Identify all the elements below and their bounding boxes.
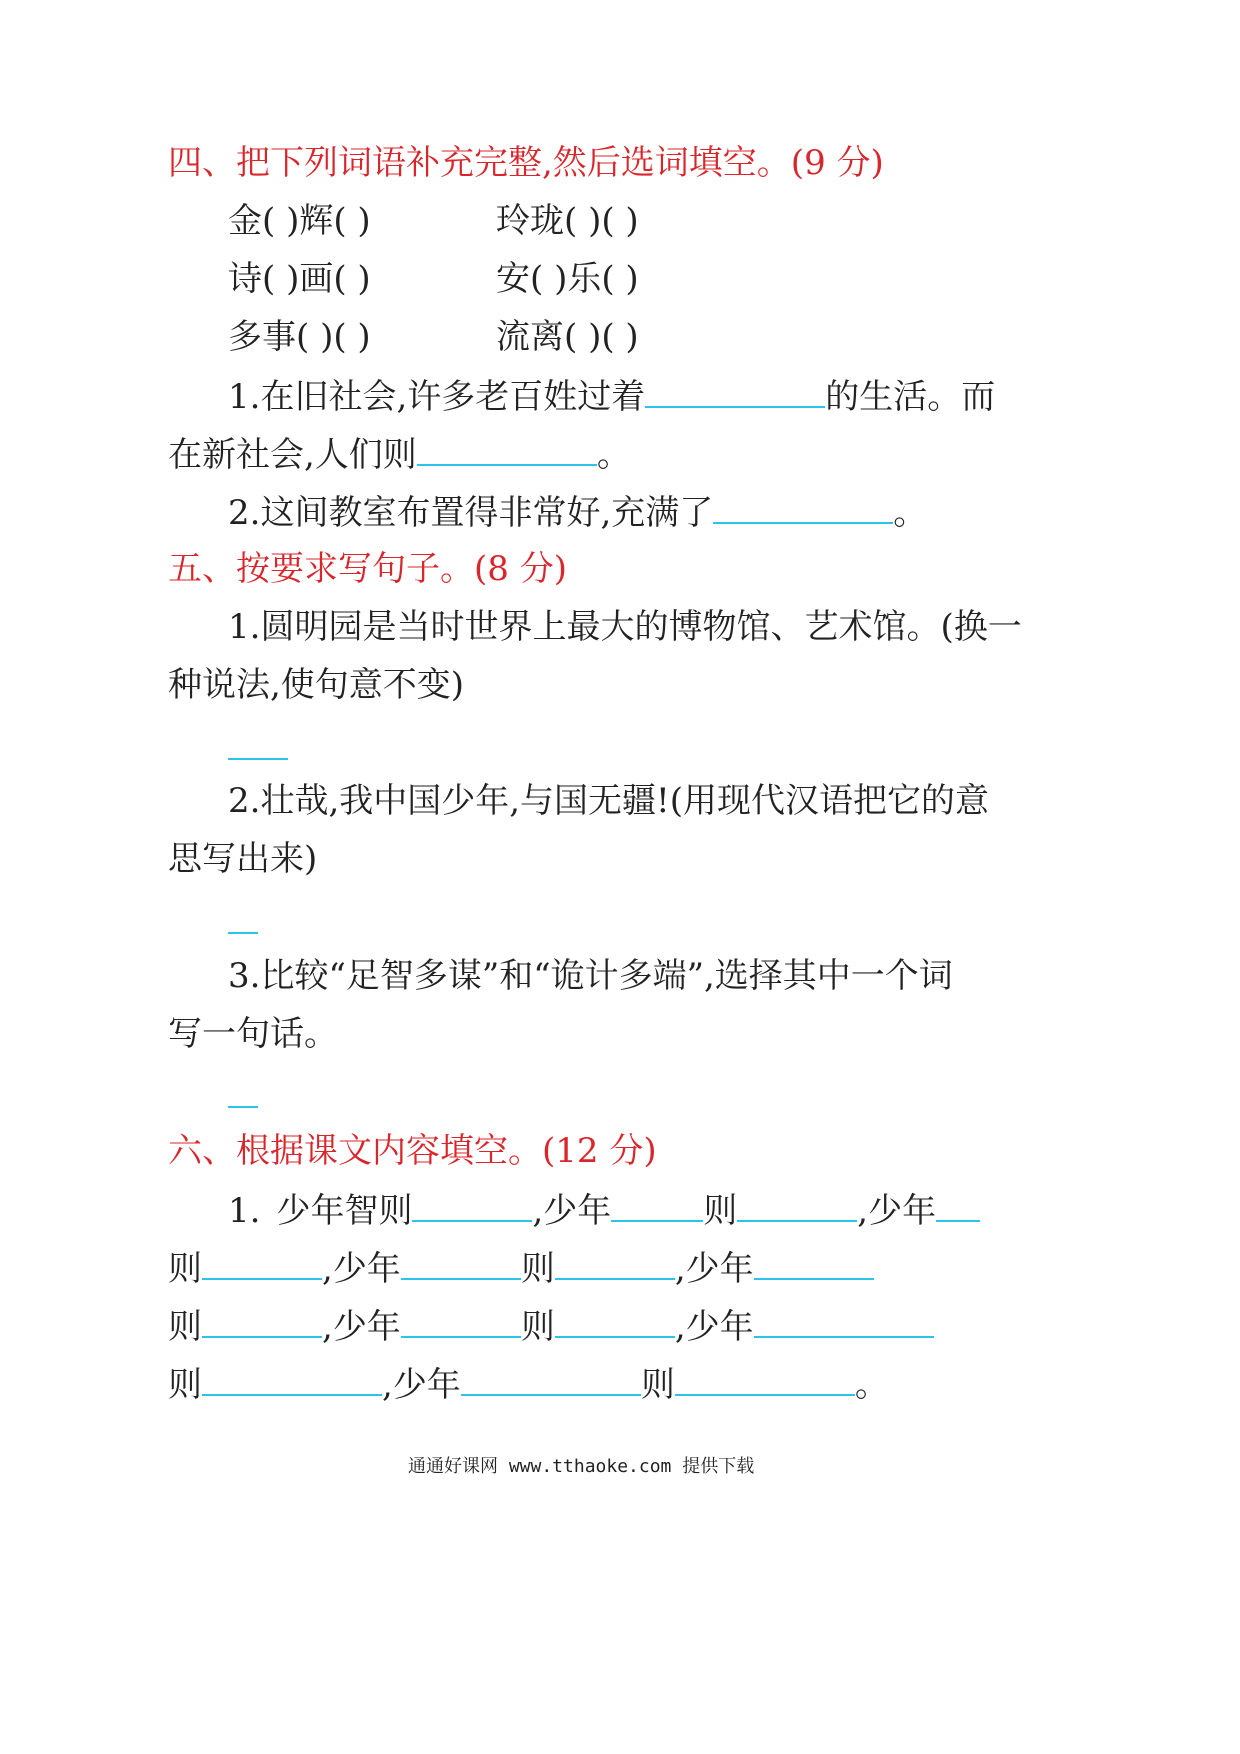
answer-blank[interactable] [202,1246,322,1280]
text: , [674,1307,686,1347]
answer-blank[interactable] [401,1246,521,1280]
text: 少年 [543,1191,612,1231]
answer-blank[interactable] [754,1246,874,1280]
answer-blank[interactable] [936,1188,980,1222]
question-text: 1.在旧社会,许多老百姓过着 [228,377,646,417]
text: , [322,1249,333,1289]
fill-line-1 [228,1188,980,1232]
question-5-3-line1: 3.比较“足智多谋”和“诡计多端”,选择其中一个词 [228,956,953,996]
answer-blank[interactable] [555,1246,675,1280]
text: 少年 [685,1307,754,1347]
word-item-6: 流离( )( ) [496,317,639,357]
text: , [322,1307,333,1347]
question-text: 在新社会,人们则 [168,435,417,475]
answer-blank[interactable] [555,1304,675,1338]
answer-line[interactable] [228,932,258,934]
text: 则 [168,1249,202,1289]
answer-line[interactable] [228,1106,258,1108]
question-5-2-line1: 2.壮哉,我中国少年,与国无疆!(用现代汉语把它的意 [228,781,989,821]
footer-text: 通通好课网 www.tthaoke.com 提供下载 [408,1456,755,1477]
answer-blank[interactable] [461,1362,641,1396]
text: 少年 [332,1249,401,1289]
question-5-3-line2: 写一句话。 [168,1014,338,1054]
answer-line[interactable] [228,758,288,760]
text: , [382,1365,393,1405]
answer-blank[interactable] [713,490,893,524]
answer-blank[interactable] [202,1304,322,1338]
question-4-2 [228,490,927,534]
word-item-3: 诗( )画( ) [228,259,371,299]
answer-blank[interactable] [412,1188,532,1222]
question-5-1-line1: 1.圆明园是当时世界上最大的博物馆、艺术馆。(换一 [228,607,1022,647]
answer-blank[interactable] [401,1304,521,1338]
answer-blank[interactable] [202,1362,382,1396]
answer-blank[interactable] [675,1362,855,1396]
text: 少年 [392,1365,461,1405]
text: 少年 [685,1249,754,1289]
answer-blank[interactable] [611,1188,703,1222]
word-item-1: 金( )辉( ) [228,201,371,241]
text: , [532,1191,544,1231]
text: , [857,1191,869,1231]
question-text: 。 [596,435,631,475]
question-text: 的生活。而 [825,377,996,417]
text: 则 [640,1365,675,1405]
answer-blank[interactable] [417,432,597,466]
question-4-1-line2 [168,432,631,476]
answer-blank[interactable] [645,374,825,408]
item-number: 1. [228,1191,261,1231]
text: 则 [520,1307,555,1347]
answer-blank[interactable] [737,1188,857,1222]
text: , [674,1249,686,1289]
section-6-title: 六、根据课文内容填空。(12 分) [168,1131,657,1171]
word-item-4: 安( )乐( ) [496,259,639,299]
question-5-2-line2: 思写出来) [168,839,318,879]
text: 则 [703,1191,738,1231]
word-item-2: 玲珑( )( ) [496,201,639,241]
section-5-title: 五、按要求写句子。(8 分) [168,549,567,589]
question-5-1-line2: 种说法,使句意不变) [168,665,465,705]
text: 则 [168,1307,202,1347]
text: 则 [168,1365,202,1405]
question-text: 2.这间教室布置得非常好,充满了 [228,493,714,533]
answer-blank[interactable] [754,1304,934,1338]
text: 少年 [332,1307,401,1347]
text: 。 [854,1365,889,1405]
text: 少年智则 [276,1191,413,1231]
section-4-title: 四、把下列词语补充完整,然后选词填空。(9 分) [168,143,884,183]
fill-line-2 [168,1246,874,1290]
text: 则 [520,1249,555,1289]
fill-line-4 [168,1362,889,1406]
text: 少年 [868,1191,937,1231]
question-text: 。 [893,493,928,533]
word-item-5: 多事( )( ) [228,317,371,357]
question-4-1-line1 [228,374,995,418]
fill-line-3 [168,1304,934,1348]
